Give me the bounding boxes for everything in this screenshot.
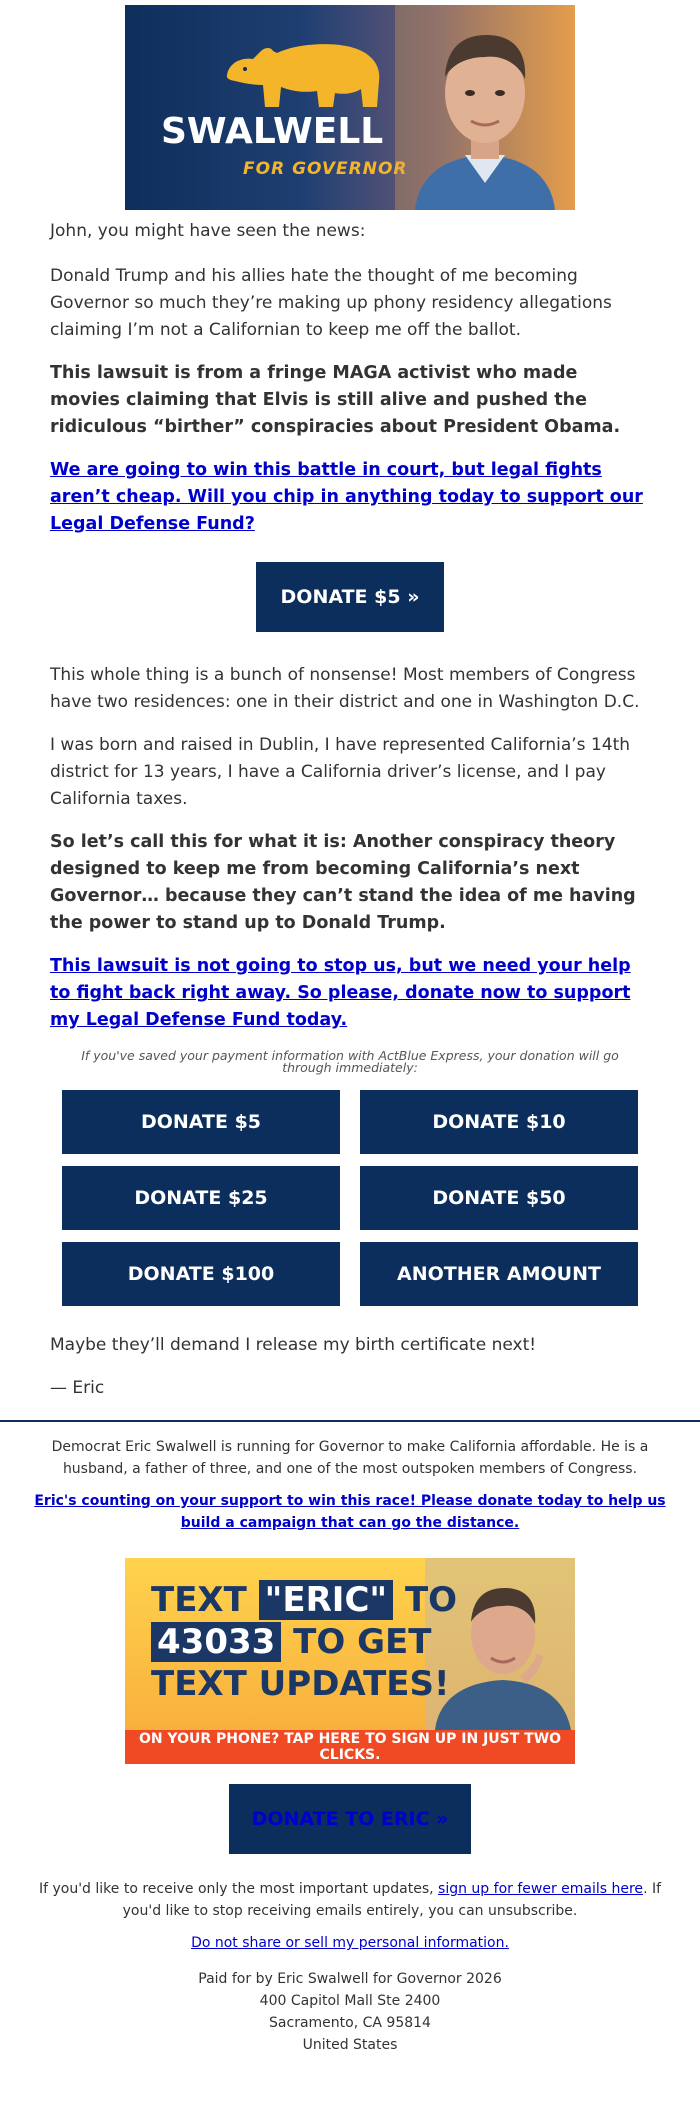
donate-50-button[interactable]: DONATE $50 <box>360 1166 638 1230</box>
about-text: Democrat Eric Swalwell is running for Governor to make California affordable. He is a husband, a father of three, and one of the most outspoken members of Congress. <box>51 1439 649 1477</box>
line1-text: TEXT <box>151 1580 259 1620</box>
line1-suffix: TO <box>393 1580 458 1620</box>
line2-suffix: TO GET <box>281 1622 432 1662</box>
donate-link-1[interactable]: We are going to win this battle in court, but legal fights aren’t cheap. Will you chip in anything today to support our Legal Defense Fund? <box>50 460 643 534</box>
paid-for-line: Paid for by Eric Swalwell for Governor 2026 <box>198 1971 502 1987</box>
address-line-1: 400 Capitol Mall Ste 2400 <box>259 1993 441 2009</box>
email-preferences-text <box>30 1878 670 1922</box>
email-body <box>0 218 700 538</box>
greeting-paragraph: John, you might have seen the news: <box>50 221 366 241</box>
signature: — Eric <box>50 1378 105 1398</box>
closing-line: Maybe they’ll demand I release my birth certificate next! <box>50 1335 537 1355</box>
bold-paragraph-1: This lawsuit is from a fringe MAGA activist who made movies claiming that Elvis is still alive and pushed the ridiculous “birther” conspiracies about President Obama. <box>50 363 621 437</box>
donate-10-button[interactable]: DONATE $10 <box>360 1090 638 1154</box>
email-body-2 <box>0 662 700 1034</box>
preferences-prefix: If you'd like to receive only the most important updates, <box>38 1881 439 1897</box>
footer-divider <box>0 1420 700 1422</box>
donate-5-button[interactable]: DONATE $5 <box>62 1090 340 1154</box>
donate-25-button[interactable]: DONATE $25 <box>62 1166 340 1230</box>
preferences-suffix: . If you'd like to stop receiving emails entirely, you can unsubscribe. <box>122 1881 662 1919</box>
candidate-portrait <box>395 5 575 210</box>
privacy-paragraph <box>30 1932 670 1954</box>
bold-paragraph-2: So let’s call this for what it is: Another conspiracy theory designed to keep me from becoming California’s next Governor… because they can’t stand the idea of me having the power to stand up to Donald Trump. <box>50 832 636 933</box>
email-page <box>0 5 700 2056</box>
bear-logo-icon <box>217 33 387 113</box>
body-paragraph-2: This whole thing is a bunch of nonsense! Most members of Congress have two residences: one in their district and one in Washington D.C. <box>50 665 640 712</box>
footer <box>0 1436 700 2056</box>
signoff <box>0 1332 700 1402</box>
signup-strip[interactable]: ON YOUR PHONE? TAP HERE TO SIGN UP IN JUST TWO CLICKS. <box>125 1730 575 1764</box>
disclaimer-address <box>30 1968 670 2056</box>
header-banner[interactable] <box>125 5 575 210</box>
donate-100-button[interactable]: DONATE $100 <box>62 1242 340 1306</box>
donation-button-grid <box>62 1090 638 1306</box>
text-banner-line-1 <box>151 1580 457 1620</box>
actblue-note: If you've saved your payment information with ActBlue Express, your donation will go through immediately: <box>81 1048 619 1075</box>
body-paragraph-3: I was born and raised in Dublin, I have represented California’s 14th district for 13 years, I have a California driver’s license, and I pay California taxes. <box>50 735 631 809</box>
keyword-eric: "ERIC" <box>259 1580 393 1620</box>
privacy-link[interactable]: Do not share or sell my personal information. <box>191 1935 509 1951</box>
text-banner-line-2 <box>151 1622 431 1662</box>
text-updates-banner[interactable] <box>125 1558 575 1764</box>
short-code: 43033 <box>151 1622 281 1662</box>
logo-wordmark: SWALWELL <box>161 111 384 152</box>
text-banner-line-3: TEXT UPDATES! <box>151 1664 450 1704</box>
footer-donate-link[interactable]: Eric's counting on your support to win this race! Please donate today to help us build a campaign that can go the distance. <box>34 1493 666 1531</box>
donate-to-eric-button[interactable]: DONATE TO ERIC » <box>229 1784 471 1854</box>
country-line: United States <box>302 2037 398 2053</box>
fewer-emails-link[interactable]: sign up for fewer emails here <box>438 1881 644 1897</box>
logo-subtitle: FOR GOVERNOR <box>243 159 408 179</box>
body-paragraph-1: Donald Trump and his allies hate the thought of me becoming Governor so much they’re making up phony residency allegations claiming I’m not a Californian to keep me off the ballot. <box>50 266 612 340</box>
donate-5-main-button[interactable]: DONATE $5 » <box>256 562 444 632</box>
another-amount-button[interactable]: ANOTHER AMOUNT <box>360 1242 638 1306</box>
address-line-2: Sacramento, CA 95814 <box>269 2015 431 2031</box>
donate-link-2[interactable]: This lawsuit is not going to stop us, but we need your help to fight back right away. So please, donate now to support my Legal Defense Fund today. <box>50 956 631 1030</box>
